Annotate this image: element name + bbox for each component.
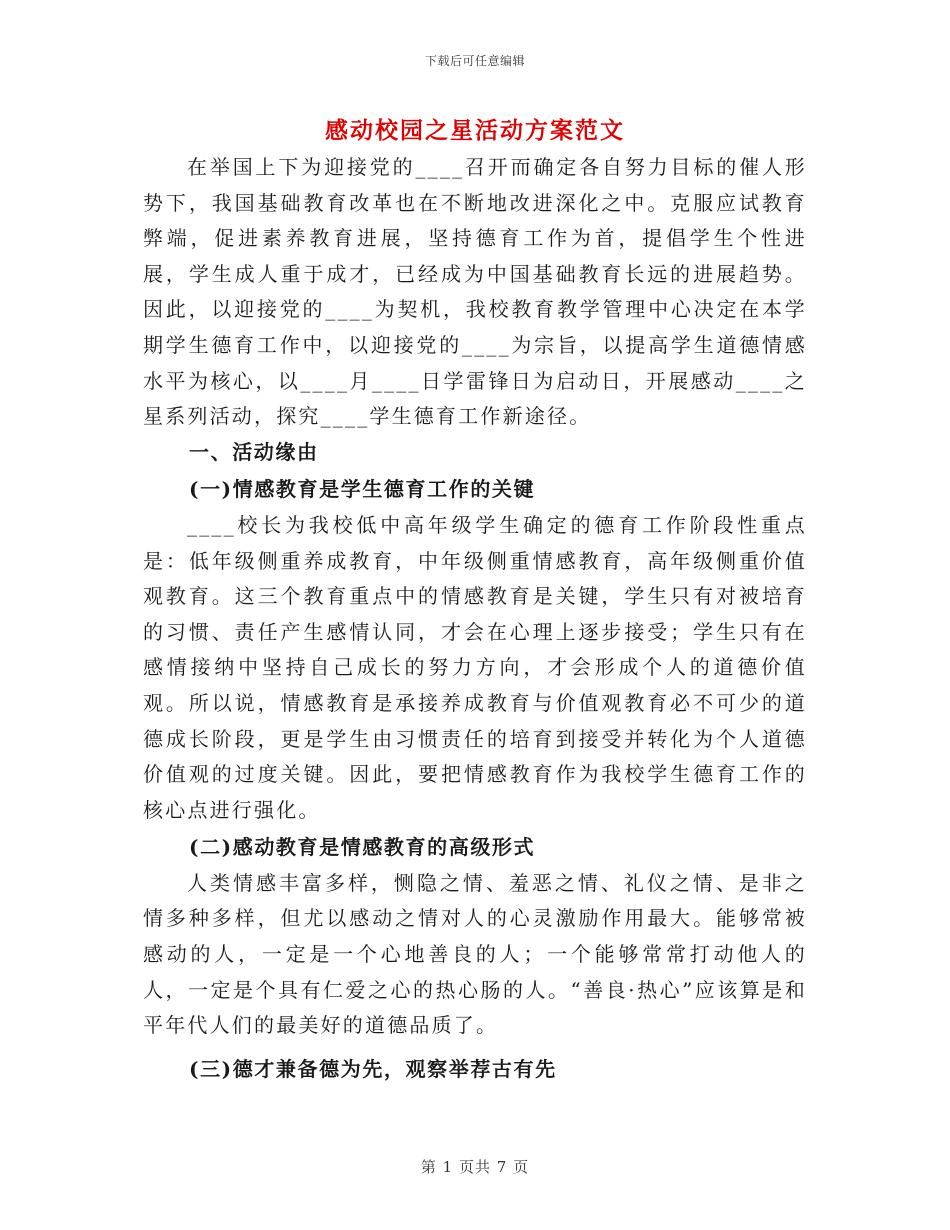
section-heading-1: 一、活动缘由: [189, 439, 319, 464]
document-title: 感动校园之星活动方案范文: [325, 117, 625, 144]
subsection-paragraph-1: ____校长为我校低中高年级学生确定的德育工作阶段性重点是：低年级侧重养成教育，中年级侧重情感教育，高年级侧重价值观教育。这三个教育重点中的情感教育是关键，学生只有对被培育的习惯、责任产生感情认同，才会在心理上逐步接受；学生只有在感情接纳中坚持自己成长的努力方向，才会形成个人的道德价值观。所以说，情感教育是承接养成教育与价值观教育必不可少的道德成长阶段，更是学生由习惯责任的培育到接受并转化为个人道德价值观的过度关键。因此，要把情感教育作为我校学生德育工作的核心点进行强化。: [143, 512, 807, 822]
page-footer: 第 1 页共 7 页: [420, 1158, 530, 1176]
document-body: [143, 150, 807, 1087]
subsection-paragraph-2: 人类情感丰富多样，恻隐之情、羞恶之情、礼仪之情、是非之情多种多样，但尤以感动之情对人的心灵激励作用最大。能够常被感动的人，一定是一个心地善良的人；一个能够常常打动他人的人，一定是个具有仁爱之心的热心肠的人。“善良·热心”应该算是和平年代人们的最美好的道德品质了。: [143, 870, 807, 1038]
subsection-heading-2: (二)感动教育是情感教育的高级形式: [189, 835, 536, 860]
subsection-heading-1: (一)情感教育是学生德育工作的关键: [189, 477, 536, 502]
page-header: 下载后可任意编辑: [424, 54, 525, 68]
subsection-heading-3: (三)德才兼备德为先，观察举荐古有先: [189, 1056, 557, 1081]
intro-paragraph: 在举国上下为迎接党的____召开而确定各自努力目标的催人形势下，我国基础教育改革也在不断地改进深化之中。克服应试教育弊端，促进素养教育进展，坚持德育工作为首，提倡学生个性进展，学生成人重于成才，已经成为中国基础教育长远的进展趋势。因此，以迎接党的____为契机，我校教育教学管理中心决定在本学期学生德育工作中，以迎接党的____为宗旨，以提高学生道德情感水平为核心，以____月____日学雷锋日为启动日，开展感动____之星系列活动，探究____学生德育工作新途径。: [143, 155, 807, 429]
